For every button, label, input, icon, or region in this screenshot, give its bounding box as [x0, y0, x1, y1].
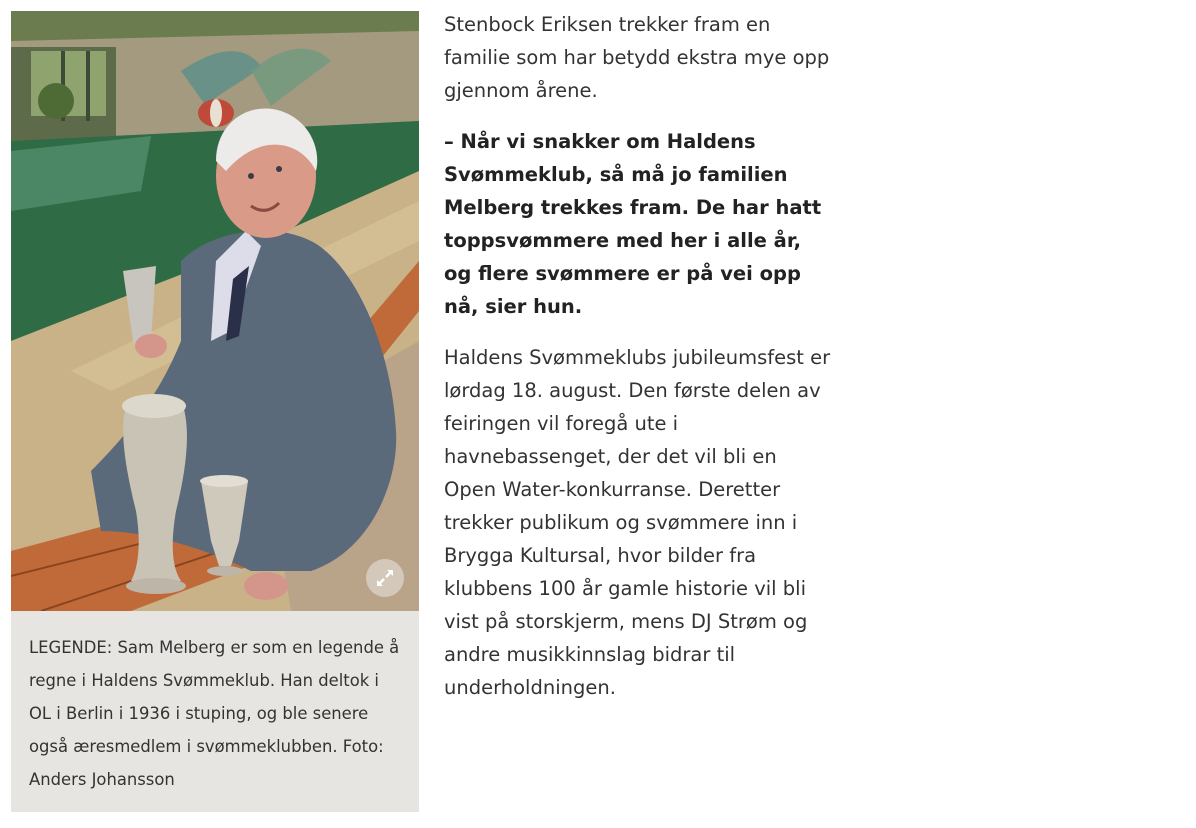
- article-figure: [11, 11, 419, 812]
- image-caption: LEGENDE: Sam Melberg er som en legende å regne i Haldens Svømmeklub. Han deltok i OL i Berlin i 1936 i stuping, og ble senere også æresmedlem i svømmeklubben. Foto: Anders Johansson: [11, 611, 419, 812]
- article-paragraph: Haldens Svømmeklubs jubileumsfest er lørdag 18. august. Den første delen av feiringen vil foregå ute i havnebassenget, der det vil bli en Open Water-konkurranse. Deretter trekker publikum og svømmere inn i Brygga Kultursal, hvor bilder fra klubbens 100 år gamle historie vil bli vist på storskjerm, mens DJ Strøm og andre musikkinnslag bidrar til underholdningen.: [444, 346, 831, 699]
- article-body: [444, 8, 834, 722]
- expand-arrows-icon: [375, 568, 395, 588]
- photo-illustration: [11, 11, 419, 611]
- article-quote: – Når vi snakker om Haldens Svømmeklub, så må jo familien Melberg trekkes fram. De har hatt toppsvømmere med her i alle år, og flere svømmere er på vei opp nå, sier hun.: [444, 130, 822, 318]
- article-paragraph: Stenbock Eriksen trekker fram en familie som har betydd ekstra mye opp gjennom årene.: [444, 13, 830, 102]
- article-photo[interactable]: [11, 11, 419, 611]
- expand-image-button[interactable]: [366, 559, 404, 597]
